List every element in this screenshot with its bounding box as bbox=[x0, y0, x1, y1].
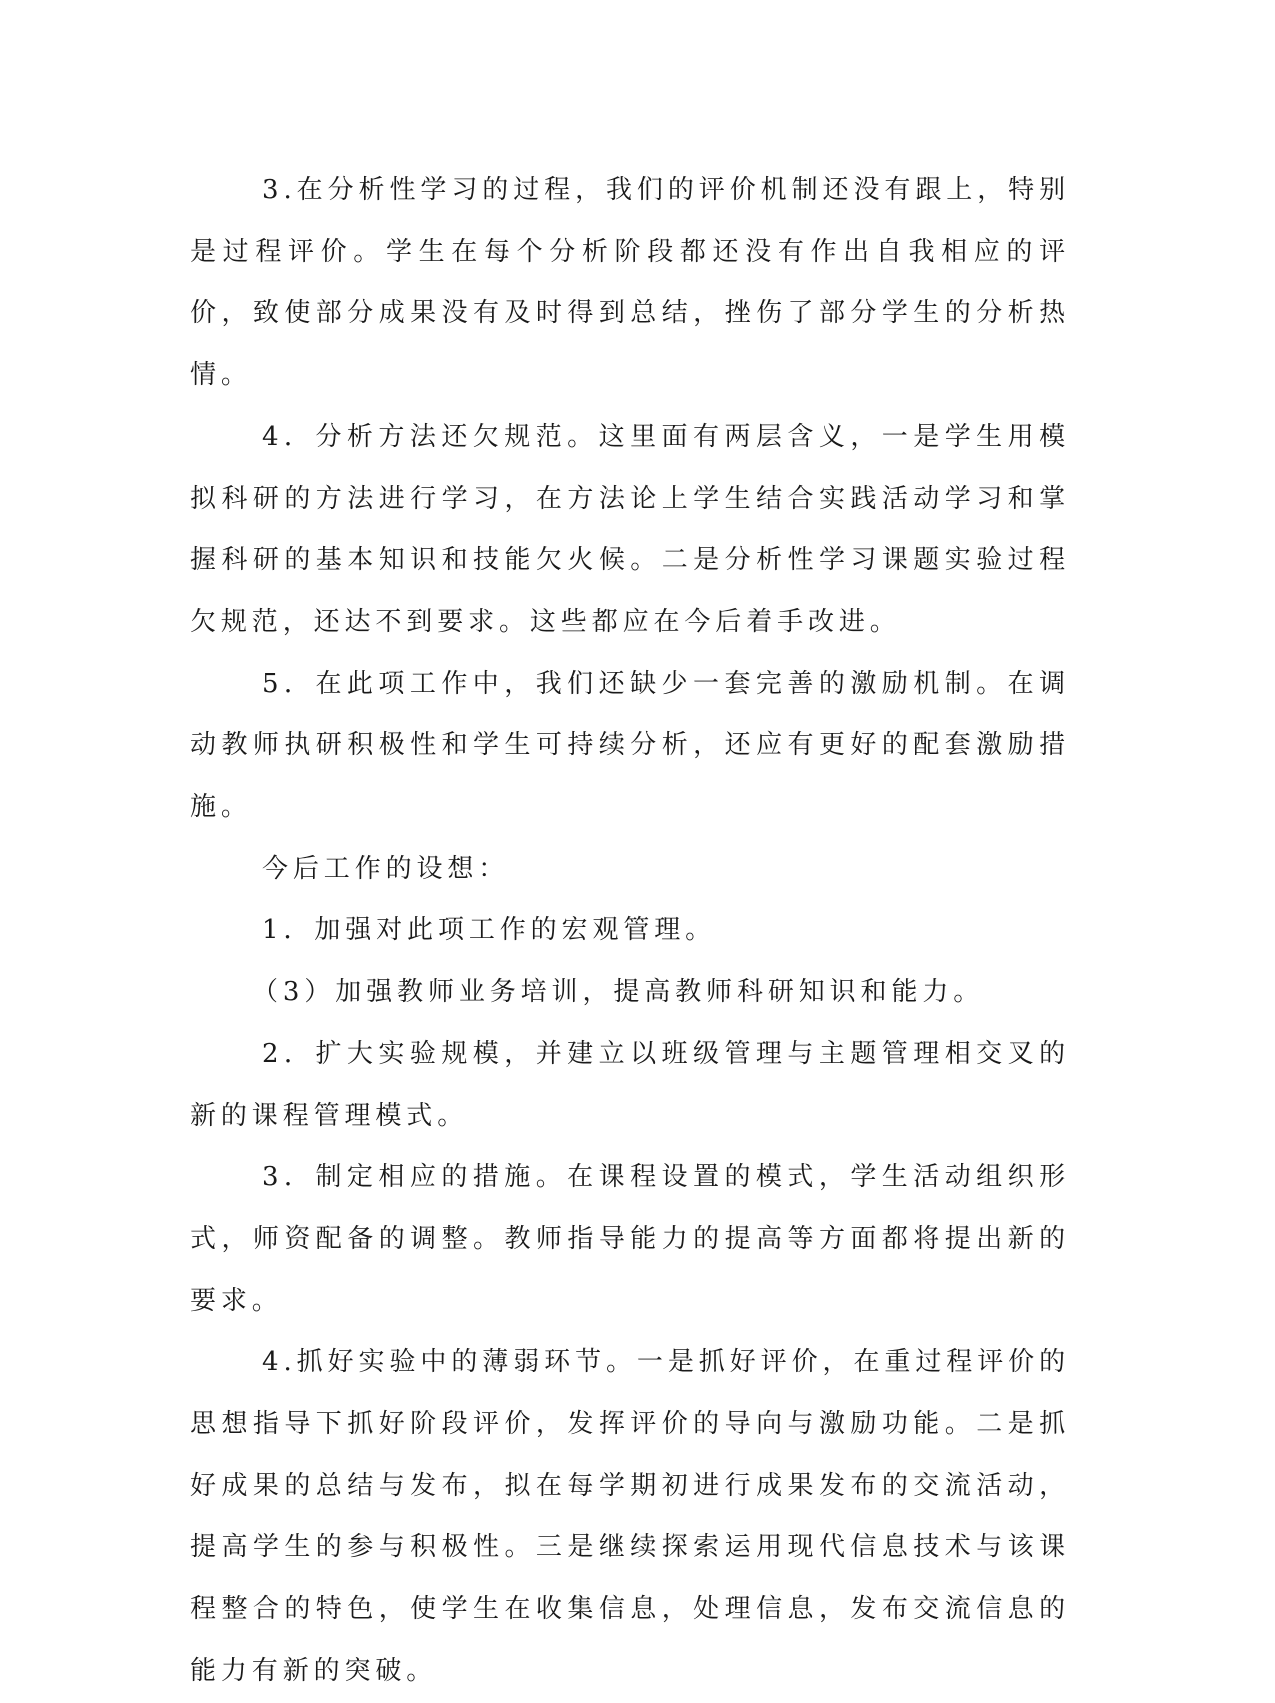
document-body bbox=[190, 160, 1070, 1703]
paragraph-evaluation-mechanism: 3.在分析性学习的过程，我们的评价机制还没有跟上，特别是过程评价。学生在每个分析阶段都还没有作出自我相应的评价，致使部分成果没有及时得到总结，挫伤了部分学生的分析热情。 bbox=[190, 175, 1070, 391]
paragraph-measures: 3．制定相应的措施。在课程设置的模式，学生活动组织形式，师资配备的调整。教师指导能力的提高等方面都将提出新的要求。 bbox=[190, 1162, 1070, 1316]
paragraph-teacher-training: （3）加强教师业务培训，提高教师科研知识和能力。 bbox=[252, 977, 985, 1008]
paragraph-weak-links: 4.抓好实验中的薄弱环节。一是抓好评价，在重过程评价的思想指导下抓好阶段评价，发挥评价的导向与激励功能。二是抓好成果的总结与发布，拟在每学期初进行成果发布的交流活动，提高学生的参与积极性。三是继续探索运用现代信息技术与该课程整合的特色，使学生在收集信息，处理信息，发布交流信息的能力有新的突破。 bbox=[190, 1347, 1070, 1686]
paragraph-incentive-mechanism: 5．在此项工作中，我们还缺少一套完善的激励机制。在调动教师执研积极性和学生可持续分析，还应有更好的配套激励措施。 bbox=[190, 668, 1070, 823]
paragraph-expand-scale: 2．扩大实验规模，并建立以班级管理与主题管理相交叉的新的课程管理模式。 bbox=[190, 1038, 1070, 1131]
paragraph-future-plans-heading: 今后工作的设想： bbox=[262, 853, 510, 884]
paragraph-analysis-method: 4．分析方法还欠规范。这里面有两层含义，一是学生用模拟科研的方法进行学习，在方法论上学生结合实践活动学习和掌握科研的基本知识和技能欠火候。二是分析性学习课题实验过程欠规范，还达不到要求。这些都应在今后着手改进。 bbox=[190, 421, 1070, 637]
paragraph-macro-management: 1．加强对此项工作的宏观管理。 bbox=[262, 915, 717, 946]
